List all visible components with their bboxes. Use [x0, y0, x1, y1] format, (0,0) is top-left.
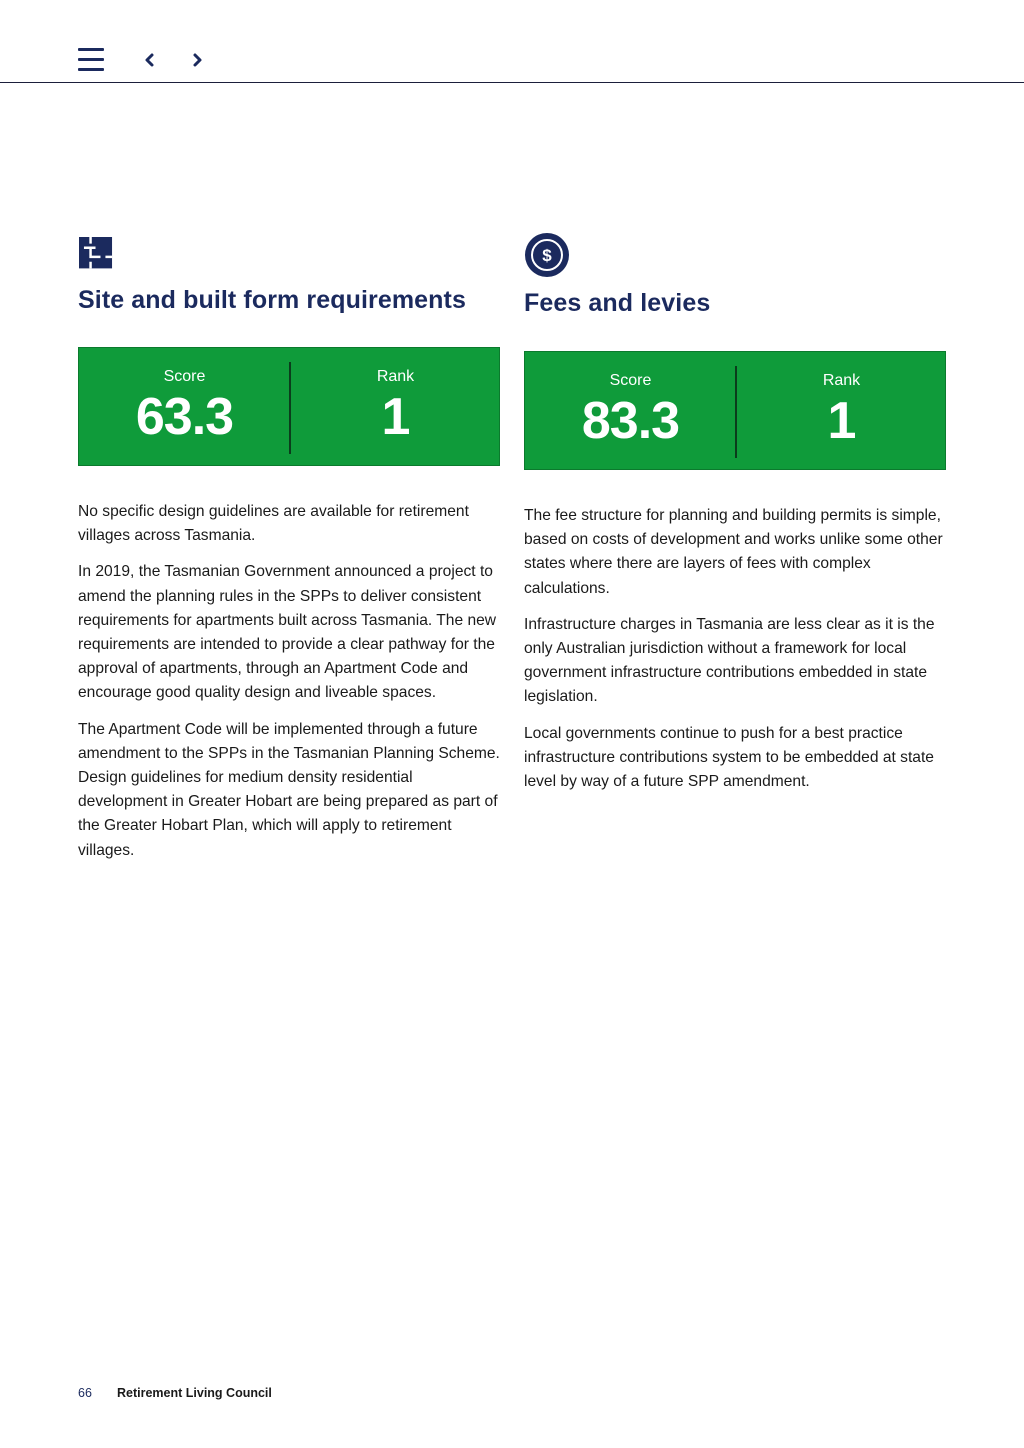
section-title: Site and built form requirements [78, 286, 466, 314]
paragraph: No specific design guidelines are available for retirement villages across Tasmania. [78, 503, 469, 545]
score-label: Score [609, 372, 652, 389]
floor-plan-icon [78, 237, 118, 275]
top-navigation-bar [0, 0, 1024, 83]
page-footer [78, 1386, 272, 1400]
hamburger-menu-icon[interactable] [78, 48, 104, 72]
score-value: 63.3 [135, 388, 234, 446]
chevron-left-icon[interactable] [142, 52, 156, 68]
rank-value: 1 [827, 392, 856, 450]
section-title: Fees and levies [524, 289, 711, 317]
paragraph: Local governments continue to push for a best practice infrastructure contributions system to be embedded at state level by way of a future SPP amendment. [524, 724, 934, 791]
score-panel [79, 348, 290, 465]
fees-levies-section [524, 230, 947, 806]
score-value: 83.3 [581, 392, 680, 450]
rank-value: 1 [381, 388, 410, 446]
rank-panel [290, 348, 501, 465]
dollar-coin-icon [524, 232, 570, 278]
score-label: Score [163, 368, 206, 385]
section-body [524, 504, 947, 794]
rank-panel [736, 352, 947, 469]
svg-text:$: $ [542, 246, 552, 265]
rank-label: Rank [376, 368, 415, 385]
score-panel [525, 352, 736, 469]
site-built-form-section [78, 230, 501, 875]
paragraph: Infrastructure charges in Tasmania are less clear as it is the only Australian jurisdiction without a framework for local government infrastructure contributions embedded in state legislation. [524, 615, 935, 706]
rank-label: Rank [822, 372, 861, 389]
score-rank-box [78, 347, 500, 466]
section-body [78, 500, 501, 863]
paragraph: The Apartment Code will be implemented through a future amendment to the SPPs in the Tasmanian Planning Scheme. Design guidelines for medium density residential development in Greater Hobart are being prepared as part of the Greater Hobart Plan, which will apply to retirement villages. [78, 720, 500, 859]
paragraph: The fee structure for planning and building permits is simple, based on costs of development and works unlike some other states where there are layers of fees with complex calculations. [524, 507, 943, 597]
chevron-right-icon[interactable] [191, 52, 205, 68]
organization-name: Retirement Living Council [117, 1386, 272, 1400]
paragraph: In 2019, the Tasmanian Government announced a project to amend the planning rules in the SPPs to deliver consistent requirements for apartments built across Tasmania. The new requirements are intended to provide a clear pathway for the approval of apartments, through an Apartment Code and encourage good quality design and liveable spaces. [78, 563, 497, 702]
page-number: 66 [78, 1386, 92, 1400]
score-rank-box [524, 351, 946, 470]
